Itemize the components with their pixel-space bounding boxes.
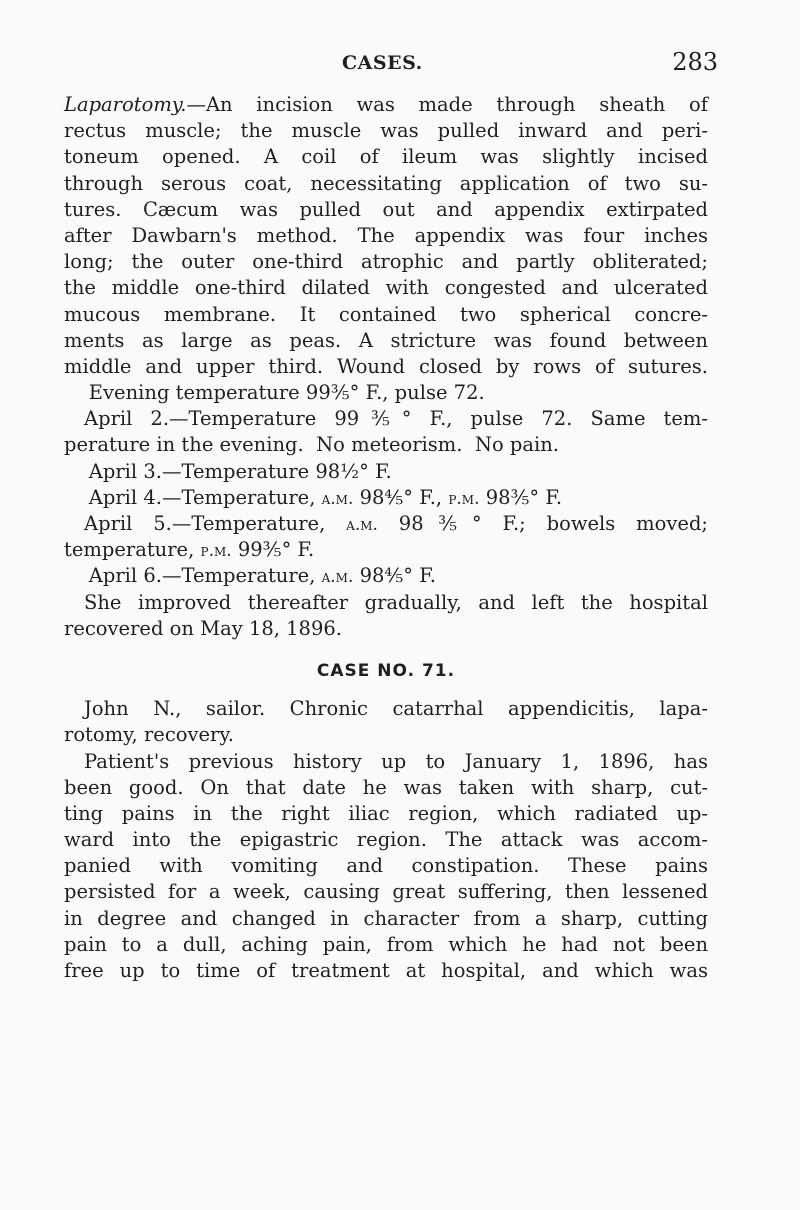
line-text: April 2.—Temperature 99⅗° F., pulse 72. Same tem-	[84, 407, 708, 431]
line-text-cont: 98⅘° F.,	[353, 485, 449, 509]
text-line	[64, 275, 708, 301]
line-text-cont: 99⅗° F.	[231, 538, 315, 562]
text-line	[64, 801, 708, 827]
line-text: Patient's previous history up to January 1, 1896, has	[84, 749, 708, 773]
line-text: through serous coat, necessitating application of two su-	[64, 171, 708, 195]
line-text: been good. On that date he was taken with sharp, cut-	[64, 775, 708, 799]
text-line	[64, 616, 708, 642]
line-text: panied with vomiting and constipation. These pains	[64, 854, 708, 878]
line-text: April 6.—Temperature,	[64, 564, 322, 588]
case-70-continuation	[64, 92, 708, 642]
line-text: rotomy, recovery.	[64, 723, 234, 747]
text-line	[64, 511, 708, 537]
text-line	[64, 932, 708, 958]
text-line	[64, 171, 708, 197]
line-text: after Dawbarn's method. The appendix was four inches	[64, 223, 708, 247]
line-text: April 4.—Temperature,	[64, 485, 322, 509]
line-text: John N., sailor. Chronic catarrhal appendicitis, lapa-	[84, 697, 708, 721]
line-text: —An incision was made through sheath of	[186, 93, 708, 116]
text-line	[64, 302, 708, 328]
text-line	[64, 722, 708, 748]
line-text: ting pains in the right iliac region, which radiated up-	[64, 801, 708, 825]
line-text: toneum opened. A coil of ileum was slightly incised	[64, 145, 708, 169]
text-line	[64, 879, 708, 905]
line-text-cont: 98⅘° F.	[353, 564, 436, 588]
text-line	[64, 328, 708, 354]
text-line	[64, 696, 708, 722]
text-line	[64, 432, 708, 458]
line-text: ward into the epigastric region. The attack was accom-	[64, 828, 708, 852]
text-line	[64, 406, 708, 432]
line-text: in degree and changed in character from a sharp, cutting	[64, 906, 708, 930]
line-text: Evening temperature 99⅗° F., pulse 72.	[64, 381, 485, 405]
page-number: 283	[672, 48, 718, 76]
text-line	[64, 775, 708, 801]
line-text: She improved thereafter gradually, and left the hospital	[84, 590, 708, 614]
line-text-tail: 98⅗° F.	[479, 485, 563, 509]
text-line	[64, 853, 708, 879]
line-text: free up to time of treatment at hospital, and which was	[64, 959, 708, 982]
time-marker: p.m.	[200, 541, 232, 562]
italic-lead: Laparotomy.	[64, 93, 187, 116]
line-text: perature in the evening. No meteorism. No pain.	[64, 433, 559, 457]
text-line	[64, 906, 708, 932]
text-line	[64, 563, 708, 589]
time-marker: a.m.	[321, 567, 354, 588]
text-line	[64, 249, 708, 275]
text-line	[64, 485, 708, 511]
line-text: middle and upper third. Wound closed by rows of sutures.	[64, 354, 708, 378]
text-line	[64, 223, 708, 249]
line-text: the middle one-third dilated with congested and ulcerated	[64, 276, 708, 300]
line-text: April 3.—Temperature 98½° F.	[64, 459, 392, 483]
running-head: CASES.	[342, 52, 423, 74]
time-marker: a.m.	[346, 515, 378, 535]
text-line	[64, 354, 708, 380]
page-header	[0, 48, 800, 82]
line-text: long; the outer one-third atrophic and partly obliterated;	[64, 250, 708, 274]
text-line	[64, 118, 708, 144]
text-line	[64, 459, 708, 485]
body-text	[64, 92, 708, 984]
case-heading: CASE NO. 71.	[316, 660, 456, 681]
case-71-text	[64, 696, 708, 984]
line-text: ments as large as peas. A stricture was found between	[64, 328, 708, 352]
line-text: recovered on May 18, 1896.	[64, 616, 342, 640]
line-text: rectus muscle; the muscle was pulled inward and peri-	[64, 119, 708, 143]
time-marker: a.m.	[321, 488, 354, 509]
text-line	[64, 958, 708, 984]
text-line	[64, 144, 708, 170]
text-line	[64, 590, 708, 616]
time-marker: p.m.	[448, 488, 480, 509]
text-line	[64, 827, 708, 853]
line-text: persisted for a week, causing great suffering, then lessened	[64, 880, 708, 904]
text-line	[64, 380, 708, 406]
line-text-cont: 98⅗° F.; bowels moved;	[377, 512, 708, 535]
line-text: April 5.—Temperature,	[84, 512, 347, 535]
text-line	[64, 197, 708, 223]
line-text: mucous membrane. It contained two spherical concre-	[64, 302, 708, 326]
text-line	[64, 92, 708, 118]
text-line	[64, 749, 708, 775]
text-line	[64, 537, 708, 563]
line-text: pain to a dull, aching pain, from which he had not been	[64, 932, 708, 956]
line-text: tures. Cæcum was pulled out and appendix extirpated	[64, 197, 708, 221]
line-text: temperature,	[64, 538, 201, 562]
